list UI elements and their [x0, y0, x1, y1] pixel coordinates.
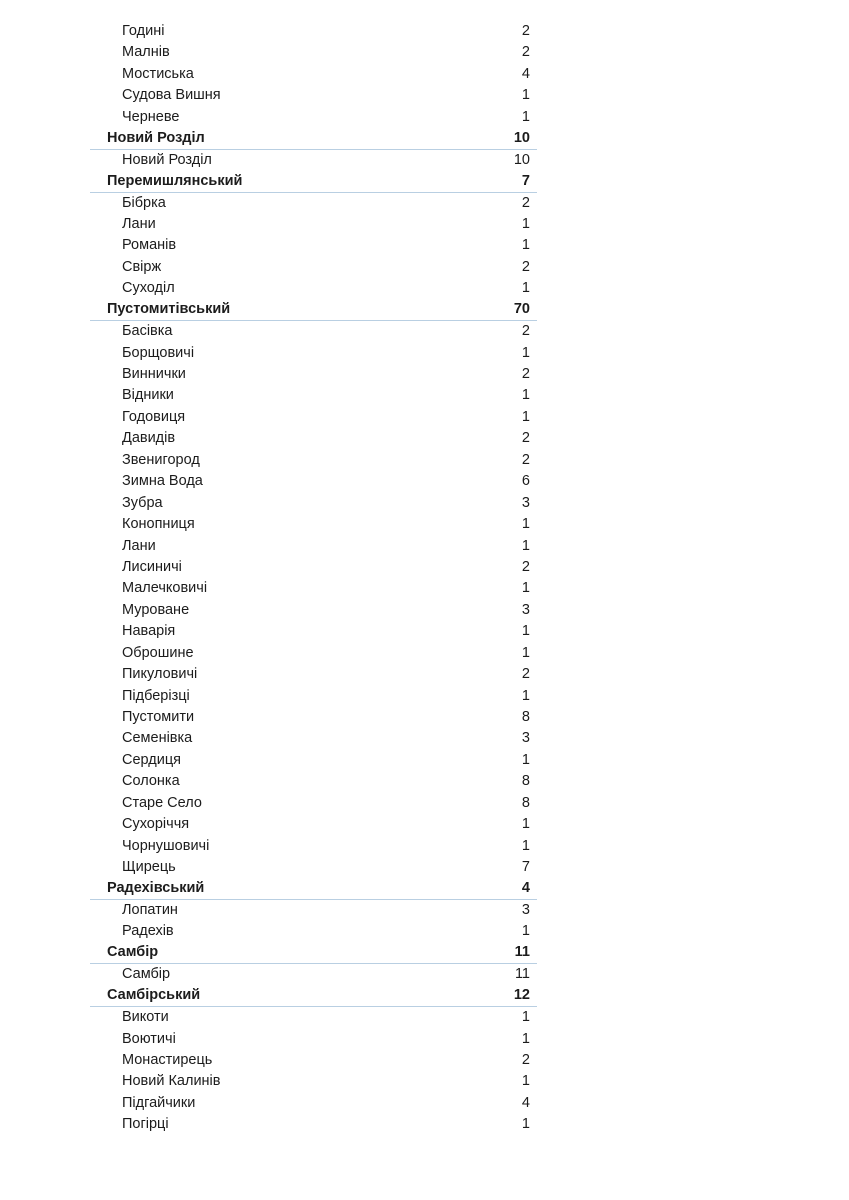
- district-name: Радехівський: [107, 880, 205, 896]
- settlement-count: 1: [521, 215, 530, 232]
- settlement-name: Пикуловичі: [122, 666, 198, 683]
- settlement-count: 2: [521, 323, 530, 340]
- settlement-name: Судова Вишня: [122, 87, 221, 104]
- settlement-row: [90, 643, 537, 664]
- settlement-count: 1: [521, 87, 530, 104]
- settlement-name: Пустомити: [122, 709, 195, 725]
- settlement-name: Викоти: [122, 1009, 169, 1026]
- settlement-row: [90, 471, 537, 492]
- district-name: Перемишлянський: [107, 172, 243, 189]
- settlement-row: [90, 450, 537, 471]
- settlement-count: 2: [521, 44, 530, 61]
- settlement-name: Звенигород: [122, 451, 200, 468]
- settlement-count: 1: [521, 751, 530, 768]
- district-count: 12: [513, 987, 530, 1004]
- settlement-count: 3: [521, 901, 530, 918]
- settlement-name: Малечковичі: [122, 580, 208, 597]
- settlement-row: [90, 836, 537, 857]
- settlement-count: 7: [521, 859, 530, 876]
- settlement-count: 3: [521, 601, 530, 618]
- settlement-row: [90, 600, 537, 621]
- settlement-count: 1: [521, 516, 530, 533]
- district-count: 7: [521, 172, 530, 189]
- settlement-name: Відники: [122, 387, 174, 404]
- settlement-count: 1: [521, 280, 530, 297]
- settlement-name: Воютичі: [122, 1030, 176, 1047]
- district-count: 11: [514, 944, 530, 961]
- settlement-row: [90, 514, 537, 535]
- settlement-row: [90, 1050, 537, 1071]
- district-row: [90, 171, 537, 192]
- settlement-name: Басівка: [122, 323, 173, 340]
- settlement-row: [90, 214, 537, 235]
- settlement-name: Муроване: [122, 601, 190, 618]
- settlement-count: 1: [521, 687, 530, 704]
- settlement-row: [90, 1093, 537, 1114]
- district-name: Пустомитівський: [107, 301, 231, 318]
- settlement-count: 1: [521, 387, 530, 404]
- settlement-row: [90, 1029, 537, 1050]
- settlement-row: [90, 493, 537, 514]
- settlement-row: [90, 728, 537, 749]
- settlement-name: Черневе: [122, 108, 180, 125]
- settlement-count: 3: [521, 494, 530, 511]
- settlement-count: 1: [521, 237, 530, 254]
- settlement-row: [90, 771, 537, 792]
- district-count: 70: [513, 301, 530, 318]
- settlement-count: 1: [521, 580, 530, 597]
- settlement-name: Самбір: [122, 966, 171, 983]
- district-row: [90, 300, 537, 321]
- settlement-count: 1: [521, 837, 530, 854]
- settlement-row: [90, 964, 537, 985]
- district-row: [90, 986, 537, 1007]
- settlement-name: Новий Розділ: [122, 151, 212, 168]
- settlement-name: Радехів: [122, 923, 174, 940]
- district-count: 10: [513, 129, 530, 146]
- settlement-count: 8: [521, 773, 530, 790]
- settlement-name: Солонка: [122, 773, 180, 790]
- district-name: Новий Розділ: [107, 129, 205, 146]
- settlement-row: [90, 385, 537, 406]
- settlement-count: 1: [521, 644, 530, 661]
- settlement-row: [90, 21, 537, 42]
- settlement-count: 8: [521, 794, 530, 811]
- settlement-row: [90, 193, 537, 214]
- settlement-row: [90, 921, 537, 942]
- settlement-name: Малнів: [122, 44, 170, 61]
- settlement-count: 1: [521, 1030, 530, 1047]
- settlement-count: 2: [521, 430, 530, 447]
- settlement-count: 2: [521, 558, 530, 575]
- settlement-count: 1: [521, 344, 530, 361]
- district-row: [90, 943, 537, 964]
- settlement-count: 1: [521, 108, 530, 125]
- settlement-name: Оброшине: [122, 644, 194, 661]
- settlement-row: [90, 257, 537, 278]
- settlement-name: Підберізці: [122, 687, 190, 704]
- settlement-count: 8: [521, 709, 530, 725]
- settlement-name: Монастирець: [122, 1052, 213, 1068]
- settlement-row: [90, 814, 537, 835]
- settlement-count: 1: [521, 1116, 530, 1133]
- settlement-row: [90, 85, 537, 106]
- settlement-row: [90, 707, 537, 728]
- settlement-count: 1: [521, 1009, 530, 1026]
- settlement-row: [90, 364, 537, 385]
- settlement-name: Суходіл: [122, 280, 175, 297]
- settlement-name: Сердиця: [122, 751, 181, 768]
- district-name: Самбір: [107, 944, 159, 961]
- settlement-row: [90, 42, 537, 63]
- settlement-row: [90, 150, 537, 171]
- settlement-name: Погірці: [122, 1116, 169, 1133]
- settlement-row: [90, 536, 537, 557]
- settlement-name: Годовиця: [122, 408, 186, 425]
- settlement-count: 2: [521, 451, 530, 468]
- settlement-name: Семенівка: [122, 730, 193, 747]
- settlement-row: [90, 407, 537, 428]
- settlement-count: 1: [521, 537, 530, 554]
- settlement-row: [90, 557, 537, 578]
- settlement-name: Наварія: [122, 623, 176, 640]
- settlement-row: [90, 857, 537, 878]
- settlement-count: 1: [521, 923, 530, 940]
- settlement-count: 1: [521, 1073, 530, 1090]
- settlement-row: [90, 578, 537, 599]
- settlement-count: 1: [521, 816, 530, 833]
- settlement-name: Лопатин: [122, 901, 178, 918]
- settlement-name: Конопниця: [122, 516, 195, 533]
- settlement-count: 1: [521, 408, 530, 425]
- settlement-name: Зубра: [122, 494, 163, 511]
- settlement-row: [90, 235, 537, 256]
- settlement-name: Борщовичі: [122, 344, 195, 361]
- settlement-name: Годині: [122, 23, 165, 39]
- settlement-count: 6: [521, 473, 530, 490]
- settlement-row: [90, 428, 537, 449]
- settlement-name: Виннички: [122, 366, 186, 382]
- settlement-name: Зимна Вода: [122, 473, 203, 490]
- district-row: [90, 879, 537, 900]
- settlement-count: 2: [521, 666, 530, 683]
- settlement-name: Давидів: [122, 430, 176, 447]
- settlement-name: Новий Калинів: [122, 1073, 221, 1090]
- district-count: 4: [521, 880, 530, 896]
- district-row: [90, 128, 537, 149]
- settlement-count: 2: [521, 23, 530, 39]
- settlement-row: [90, 321, 537, 342]
- settlement-count: 2: [521, 194, 530, 211]
- settlement-row: [90, 664, 537, 685]
- settlement-name: Романів: [122, 237, 177, 254]
- settlement-count: 4: [521, 1094, 530, 1111]
- settlement-row: [90, 621, 537, 642]
- settlement-count: 4: [521, 65, 530, 82]
- settlement-name: Лани: [122, 215, 156, 232]
- settlement-name: Бібрка: [122, 194, 166, 211]
- settlement-count: 3: [521, 730, 530, 747]
- settlement-name: Лани: [122, 537, 156, 554]
- settlement-count: 2: [521, 258, 530, 275]
- settlement-row: [90, 900, 537, 921]
- settlement-table: [90, 21, 537, 1136]
- settlement-row: [90, 278, 537, 299]
- settlement-count: 11: [514, 966, 530, 983]
- settlement-name: Лисиничі: [122, 558, 182, 575]
- settlement-count: 10: [513, 151, 530, 168]
- settlement-name: Підгайчики: [122, 1094, 196, 1111]
- settlement-count: 1: [521, 623, 530, 640]
- settlement-row: [90, 686, 537, 707]
- district-name: Самбірський: [107, 987, 201, 1004]
- settlement-count: 2: [521, 366, 530, 382]
- settlement-row: [90, 64, 537, 85]
- settlement-row: [90, 793, 537, 814]
- settlement-name: Мостиська: [122, 65, 194, 82]
- settlement-row: [90, 1007, 537, 1028]
- settlement-row: [90, 343, 537, 364]
- settlement-row: [90, 1071, 537, 1092]
- settlement-row: [90, 1114, 537, 1135]
- settlement-count: 2: [521, 1052, 530, 1068]
- settlement-name: Чорнушовичі: [122, 837, 210, 854]
- settlement-row: [90, 107, 537, 128]
- settlement-name: Сухоріччя: [122, 816, 190, 833]
- settlement-name: Щирець: [122, 859, 176, 876]
- settlement-name: Свірж: [122, 258, 162, 275]
- settlement-name: Старе Село: [122, 794, 202, 811]
- settlement-row: [90, 750, 537, 771]
